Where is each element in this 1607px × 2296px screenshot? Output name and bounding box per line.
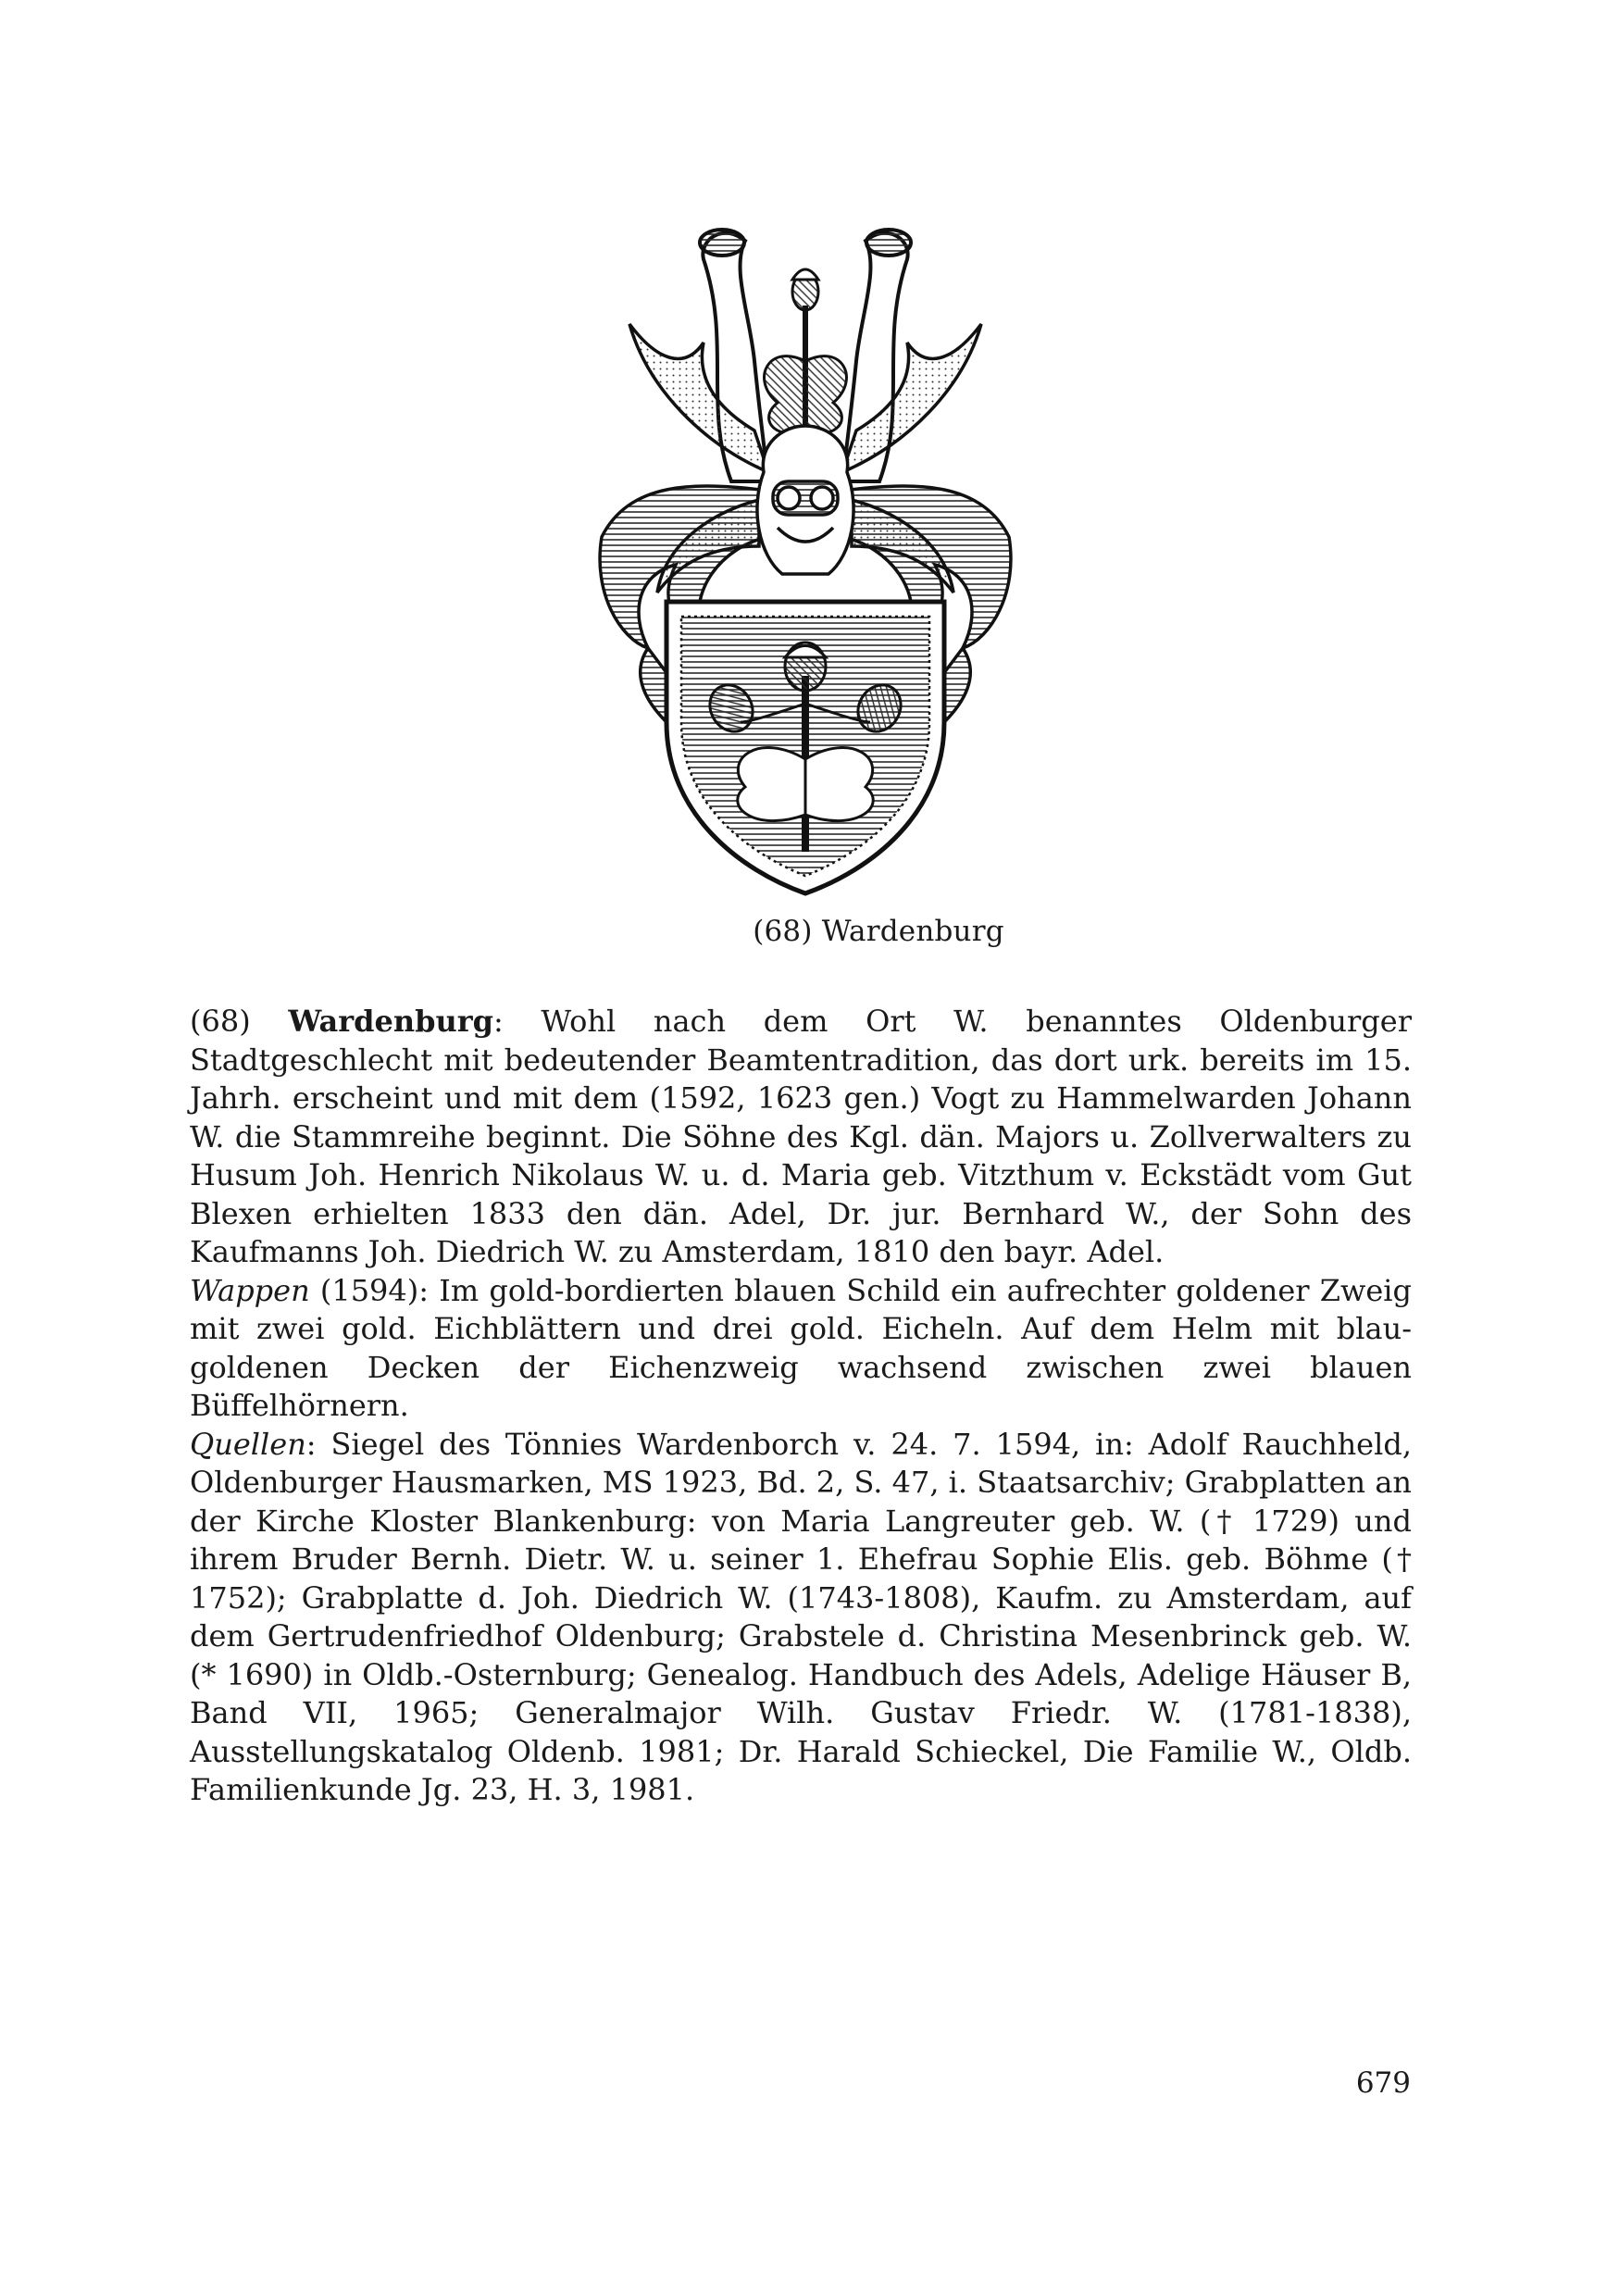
page-number: 679 xyxy=(1355,2066,1411,2100)
wappen-paragraph xyxy=(190,1272,1412,1426)
quellen-paragraph xyxy=(190,1426,1412,1810)
quellen-text: : Siegel des Tönnies Wardenborch v. 24. 7. 1594, in: Adolf Rauchheld, Oldenburger Hausmarken, MS 1923, Bd. 2, S. 47, i. Staatsarchiv; Grabplatten an der Kirche Kloster Blankenburg: von Maria Langreuter geb. W. († 1729) und ihrem Bruder Bernh. Dietr. W. u. seiner 1. Ehefrau Sophie Elis. geb. Böhme († 1752); Grabplatte d. Joh. Diedrich W. (1743-1808), Kaufm. zu Amsterdam, auf dem Gertrudenfriedhof Oldenburg; Grabstele d. Christina Mesenbrinck geb. W. (* 1690) in Oldb.-Osternburg; Genealog. Handbuch des Adels, Adelige Häuser B, Band VII, 1965; Generalmajor Wilh. Gustav Friedr. W. (1781-1838), Ausstellungskatalog Oldenb. 1981; Dr. Harald Schieckel, Die Familie W., Oldb. Familienkunde Jg. 23, H. 3, 1981. xyxy=(190,1426,1412,1807)
helmet xyxy=(757,426,853,574)
entry-name: Wardenburg xyxy=(288,1004,493,1039)
coat-of-arms-illustration xyxy=(592,204,1018,907)
wappen-text: (1594): Im gold-bordierten blauen Schild ein aufrechter goldener Zweig mit zwei gold. Eichblättern und drei gold. Eicheln. Auf dem Helm mit blau-goldenen Decken der Eichenzweig wachsend zwischen zwei blauen Büffelhörnern. xyxy=(190,1272,1412,1423)
entry-paragraph xyxy=(190,1003,1412,1272)
quellen-label: Quellen xyxy=(190,1426,306,1462)
entry-text xyxy=(190,1003,1412,1810)
shield xyxy=(666,602,944,893)
figure-caption: (68) Wardenburg xyxy=(753,915,1004,948)
entry-number: (68) xyxy=(190,1004,251,1039)
wappen-label: Wappen xyxy=(190,1272,310,1308)
entry-name-suffix: : xyxy=(492,1004,504,1039)
entry-description: Wohl nach dem Ort W. benanntes Oldenburger Stadtgeschlecht mit bedeutender Beamtentradition, das dort urk. bereits im 15. Jahrh. erscheint und mit dem (1592, 1623 gen.) Vogt zu Hammelwarden Johann W. die Stammreihe beginnt. Die Söhne des Kgl. dän. Majors u. Zollverwalters zu Husum Joh. Henrich Nikolaus W. u. d. Maria geb. Vitzthum v. Eckstädt vom Gut Blexen erhielten 1833 den dän. Adel, Dr. jur. Bernhard W., der Sohn des Kaufmanns Joh. Diedrich W. zu Amsterdam, 1810 den bayr. Adel. xyxy=(190,1004,1413,1269)
